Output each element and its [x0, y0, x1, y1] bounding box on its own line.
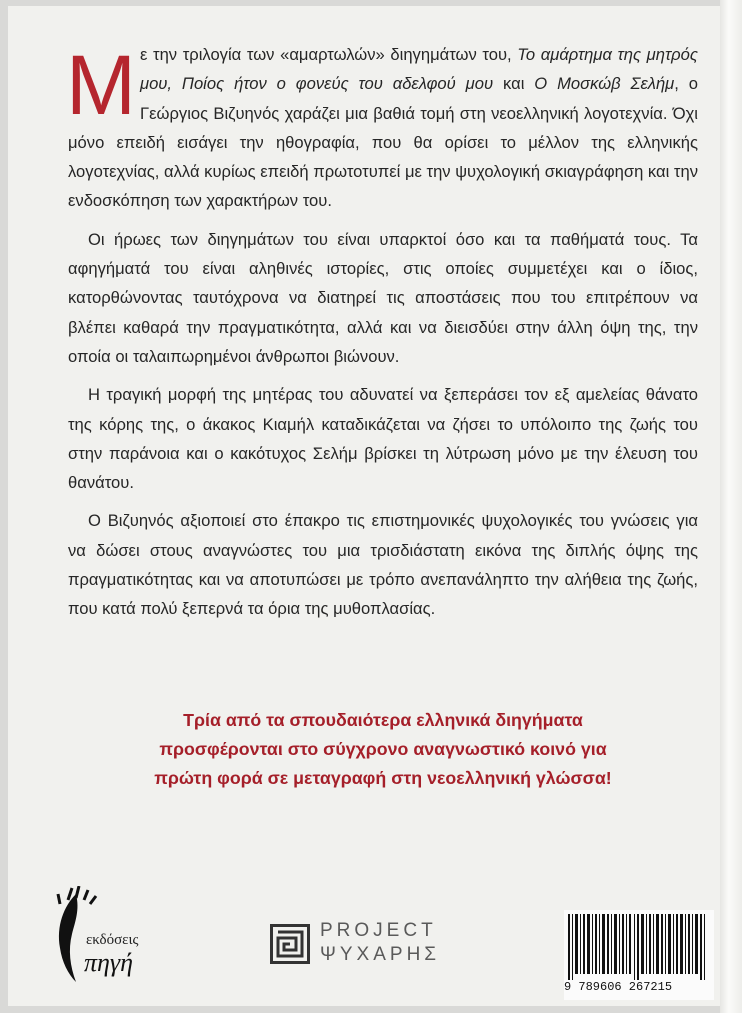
publisher-line-1: εκδόσεις — [86, 932, 139, 948]
blurb-text — [68, 40, 698, 633]
project-line-2: ΨΥΧΑΡΗΣ — [320, 944, 441, 965]
promo-callout — [68, 706, 698, 793]
isbn-digits: 9 789606 267215 — [564, 980, 673, 994]
callout-line-1: Τρία από τα σπουδαιότερα ελληνικά διηγήματα — [183, 710, 583, 730]
paragraph-3: Η τραγική μορφή της μητέρας του αδυνατεί να ξεπεράσει τον εξ αμελείας θάνατο της κόρης της, ο άκακος Κιαμήλ καταδικάζεται να ζήσει το υπόλοιπο της ζωής του στην παράνοια και ο κακότυχος Σελήμ βρίσκει τη λύτρωση μόνο με την έλευση του θανάτου. — [68, 385, 698, 493]
p1-text-c: , ο Γεώργιος Βιζυηνός χαράζει μια βαθιά τομή στη νεοελληνική λογοτεχνία. Όχι μόνο επειδή εισάγει την ηθογραφία, που θα ορίσει το μέλλον της ελληνικής λογοτεχνίας, αλλά κυρίως επειδή πρωτοτυπεί με την ψυχολογική σκιαγράφηση και την ενδοσκόπηση των χαρακτήρων του. — [68, 74, 698, 211]
paragraph-4: Ο Βιζυηνός αξιοποιεί στο έπακρο τις επιστημονικές ψυχολογικές του γνώσεις για να δώσει στους αναγνώστες του μια τρισδιάστατη εικόνα της διπλής όψης της πραγματικότητας και να αποτυπώσει με τρόπο ανεπανάληπτο την αλήθεια της ζωής, που κατά πολύ ξεπερνά τα όρια της μυθοπλασίας. — [68, 511, 698, 619]
book-spine-edge — [720, 0, 742, 1013]
book-back-cover — [8, 6, 720, 1006]
callout-line-3: πρώτη φορά σε μεταγραφή στη νεοελληνική γλώσσα! — [154, 768, 612, 788]
isbn-barcode — [564, 910, 714, 1000]
p1-text-a: ε την τριλογία των «αμαρτωλών» διηγημάτων του, — [139, 45, 518, 64]
meander-icon — [270, 924, 310, 964]
p1-text-b: και — [493, 74, 535, 94]
publisher-line-2: πηγή — [84, 948, 134, 977]
callout-line-2: προσφέρονται στο σύγχρονο αναγνωστικό κοινό για — [159, 739, 607, 759]
barcode-icon — [564, 912, 714, 982]
p1-title-1: Το αμάρτημα της μητρός μου, Ποίος ήτον ο φονεύς του αδελφού μου — [139, 45, 698, 94]
drop-cap: Μ — [66, 38, 136, 132]
p1-title-2: Ο Μοσκώβ Σελήμ — [534, 74, 675, 94]
paragraph-1 — [68, 40, 698, 216]
publisher-logo — [46, 886, 176, 986]
project-logo — [270, 916, 470, 972]
project-line-1: PROJECT — [320, 920, 437, 941]
paragraph-2: Οι ήρωες των διηγημάτων του είναι υπαρκτοί όσο και τα παθήματά τους. Τα αφηγήματά του είναι αληθινές ιστορίες, στις οποίες συμμετέχει και ο ίδιος, κατορθώνοντας ταυτόχρονα να διατηρεί τις αποστάσεις που του επιτρέπουν να βλέπει καθαρά την πραγματικότητα, αλλά και να διεισδύει στην άλλη όψη της, την οποία οι ταλαιπωρημένοι άνθρωποι βιώνουν. — [68, 229, 698, 366]
